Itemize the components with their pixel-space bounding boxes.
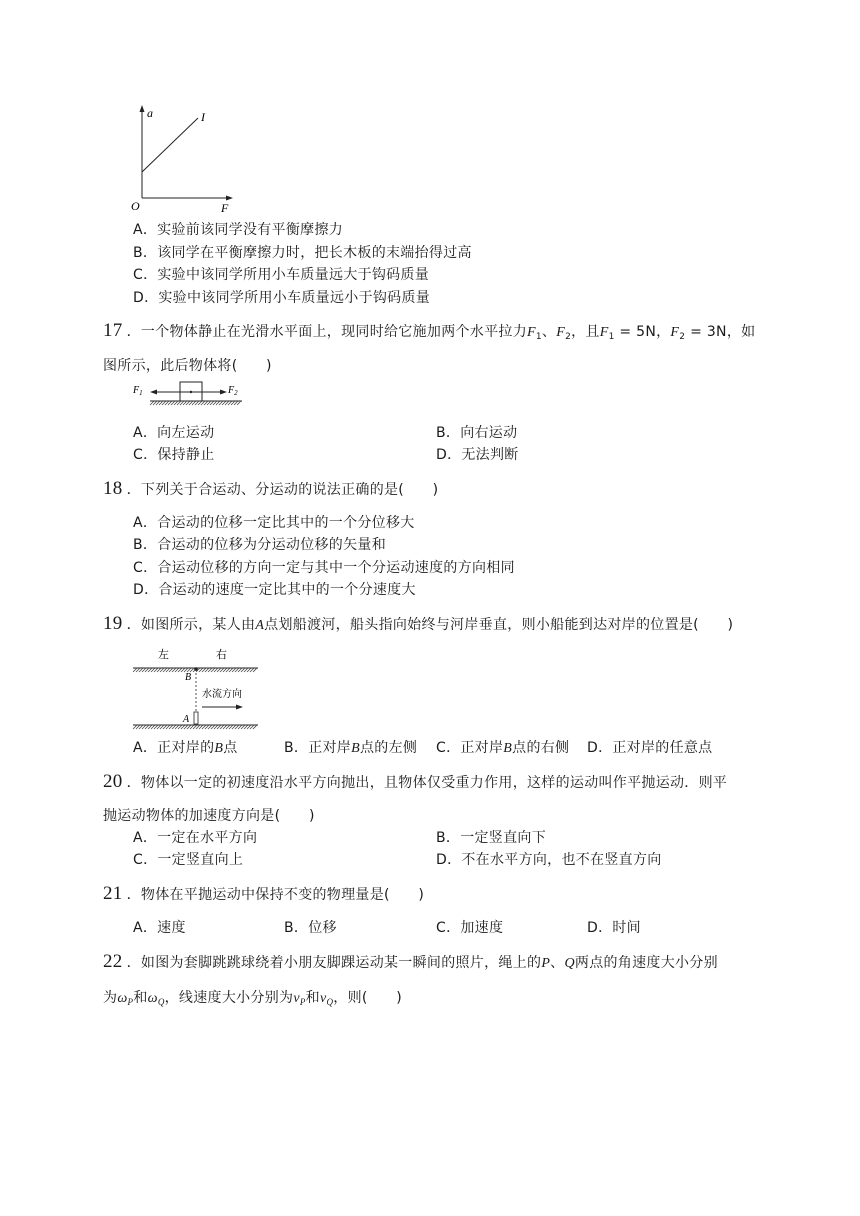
- q16-option-c[interactable]: C．实验中该同学所用小车质量远大于钩码质量: [133, 267, 430, 283]
- q19-option-b[interactable]: B．正对岸B点的左侧: [284, 740, 418, 756]
- q21-option-d[interactable]: D．时间: [587, 920, 641, 936]
- q19-option-a-b: B: [214, 741, 224, 756]
- q17-f1b-sub: 1: [608, 332, 615, 342]
- q19-boat: [194, 712, 198, 724]
- q21-option-b[interactable]: B．位移: [284, 920, 337, 936]
- q19-bottom-bank-hatch: [133, 725, 257, 729]
- q20-number: 20: [103, 771, 123, 792]
- q22-stem-line2: 为$\omega_P$和$\omega_Q$，线速度大小分别为$v_P$和$v_Q$，则( ): [103, 990, 403, 1007]
- q18-number: 18: [103, 478, 123, 499]
- q17-f2-sub: 2: [565, 332, 572, 342]
- q20-option-b[interactable]: B．一定竖直向下: [436, 830, 547, 846]
- q16-option-d[interactable]: D．实验中该同学所用小车质量远小于钩码质量: [133, 290, 431, 306]
- acceleration-force-graph: [128, 100, 248, 215]
- q20-stem-line1: [103, 771, 727, 793]
- q17-text-a: ．一个物体静止在光滑水平面上，现同时给它施加两个水平拉力: [126, 324, 528, 340]
- q17-force-figure: [130, 378, 260, 412]
- q17-eq1: = 5N，: [614, 324, 671, 340]
- y-axis-arrow: [140, 105, 145, 112]
- q17-option-b[interactable]: B．向右运动: [436, 425, 518, 441]
- q19-option-a[interactable]: A．正对岸的B点: [133, 740, 238, 756]
- q19-fig-left: 左: [158, 649, 169, 661]
- line-label: I: [201, 110, 205, 124]
- q22-stem-line1: [103, 951, 718, 973]
- q18-stem: [103, 478, 438, 500]
- q22-text-b: 两点的角速度大小分别: [574, 955, 718, 971]
- q17-f1b: F: [599, 325, 609, 340]
- origin-label: O: [131, 199, 140, 213]
- q21-text: ．物体在平抛运动中保持不变的物理量是( ): [126, 887, 425, 903]
- q17-option-d[interactable]: D．无法判断: [436, 447, 519, 463]
- q17-arrow-right-head: [220, 390, 227, 395]
- graph-line-i: [142, 118, 198, 172]
- q22-sep: 、: [550, 955, 565, 971]
- q17-f1-sub: 1: [535, 332, 542, 342]
- q20-option-c[interactable]: C．一定竖直向上: [133, 852, 244, 868]
- q21-number: 21: [103, 883, 123, 904]
- q19-point-a: A: [255, 618, 265, 633]
- q17-f2b: F: [670, 325, 680, 340]
- y-axis-label: a: [147, 106, 153, 120]
- q19-fig-flow: 水流方向: [202, 689, 242, 700]
- x-axis-arrow: [226, 196, 233, 201]
- q18-text: ．下列关于合运动、分运动的说法正确的是( ): [126, 482, 439, 498]
- q17-ground-hatch: [150, 401, 241, 405]
- q17-fig-f1: $F_1$: [133, 385, 143, 397]
- q22-vq: v: [319, 991, 327, 1006]
- q19-river-figure: [130, 646, 262, 736]
- q17-text-b: ，且: [571, 324, 600, 340]
- q19-fig-a: A: [183, 714, 190, 725]
- q20-stem-line2: 抛运动物体的加速度方向是( ): [103, 808, 315, 824]
- q19-number: 19: [103, 613, 123, 634]
- q18-option-d[interactable]: D．合运动的速度一定比其中的一个分速度大: [133, 582, 416, 598]
- q19-option-d[interactable]: D．正对岸的任意点: [587, 740, 713, 756]
- q19-option-b-b: B: [351, 741, 360, 756]
- q20-line1: ．物体以一定的初速度沿水平方向抛出，且物体仅受重力作用，这样的运动叫作平抛运动．则平: [126, 775, 728, 791]
- x-axis-label: F: [221, 201, 229, 215]
- q22-omega-q: ω: [147, 991, 158, 1006]
- q22-number: 22: [103, 951, 123, 972]
- q21-option-a[interactable]: A．速度: [133, 920, 186, 936]
- q18-option-c[interactable]: C．合运动位移的方向一定与其中一个分运动速度的方向相同: [133, 560, 515, 576]
- q18-option-a[interactable]: A．合运动的位移一定比其中的一个分位移大: [133, 515, 415, 531]
- q17-option-c[interactable]: C．保持静止: [133, 447, 215, 463]
- q20-option-a[interactable]: A．一定在水平方向: [133, 830, 258, 846]
- q22-q: Q: [564, 956, 575, 971]
- q19-text-a: ．如图所示，某人由: [126, 617, 256, 633]
- q19-option-c-b: B: [503, 741, 513, 756]
- q17-fig-f2: $F_2$: [228, 385, 238, 397]
- q17-option-a[interactable]: A．向左运动: [133, 425, 215, 441]
- q19-option-c[interactable]: C．正对岸B点的右侧: [436, 740, 570, 756]
- q17-sep1: 、: [541, 324, 557, 340]
- q18-option-b[interactable]: B．合运动的位移为分运动位移的矢量和: [133, 537, 387, 553]
- q19-text-b: 点划船渡河，船头指向始终与河岸垂直，则小船能到达对岸的位置是( ): [264, 617, 734, 633]
- q19-fig-b: B: [185, 672, 192, 683]
- q17-f2: F: [556, 325, 566, 340]
- q19-flow-arrow-head: [236, 705, 243, 710]
- q17-stem-line1: [103, 320, 755, 342]
- q22-omega-p: ω: [117, 991, 128, 1006]
- q17-number: 17: [103, 320, 123, 341]
- q16-option-a[interactable]: A．实验前该同学没有平衡摩擦力: [133, 222, 344, 238]
- q17-eq2: = 3N，如: [685, 324, 756, 340]
- q19-fig-right: 右: [216, 649, 227, 661]
- q22-vp: v: [293, 991, 300, 1006]
- q17-arrow-left-head: [150, 390, 157, 395]
- q17-f1: F: [527, 325, 536, 340]
- q22-p: P: [541, 956, 551, 971]
- q17-stem-line2: 图所示，此后物体将( ): [103, 358, 272, 374]
- q21-option-c[interactable]: C．加速度: [436, 920, 504, 936]
- q16-option-b[interactable]: B．该同学在平衡摩擦力时，把长木板的末端抬得过高: [133, 245, 472, 261]
- q20-option-d[interactable]: D．不在水平方向，也不在竖直方向: [436, 852, 662, 868]
- q17-f2b-sub: 2: [679, 332, 686, 342]
- q19-stem: [103, 613, 733, 635]
- q21-stem: [103, 883, 424, 905]
- q22-text-a: ．如图为套脚跳跳球绕着小朋友脚踝运动某一瞬间的照片，绳上的: [126, 955, 542, 971]
